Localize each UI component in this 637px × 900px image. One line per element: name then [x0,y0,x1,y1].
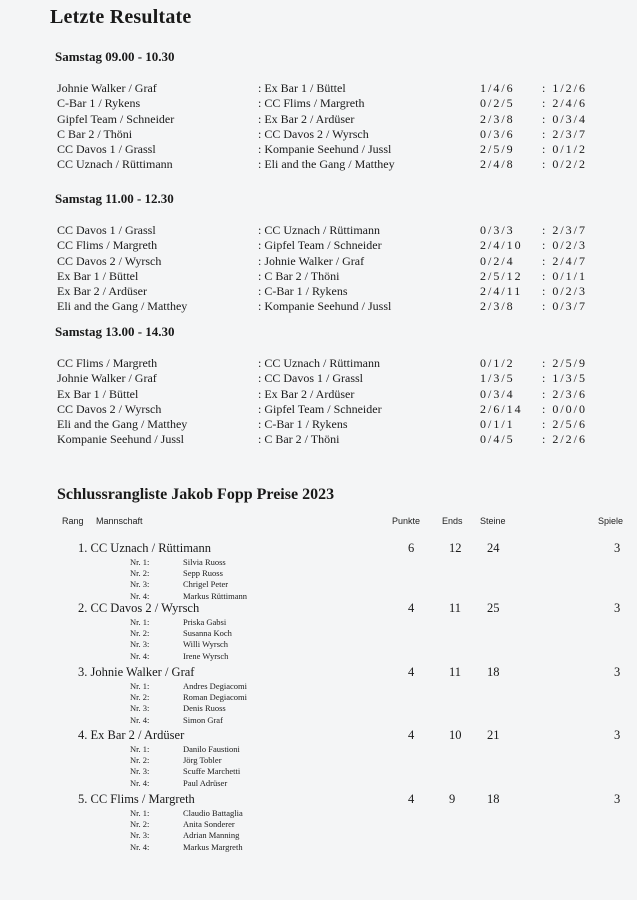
ranking-team [0,600,637,662]
member-number: Nr. 1: [130,808,150,818]
member-row [0,842,637,853]
match-row [55,269,615,284]
member-number: Nr. 1: [130,617,150,627]
score-one: 2/4/8 [480,157,515,172]
team-line [0,540,637,557]
team-two: : CC Uznach / Rüttimann [258,356,380,370]
score-one: 2/3/8 [480,111,515,126]
team-two: : Kompanie Seehund / Jussl [258,299,392,314]
team-punkte: 4 [408,665,415,679]
member-name: Susanna Koch [183,628,232,639]
member-name: Simon Graf [183,714,223,725]
score-one: 0/3/6 [480,126,515,141]
team-steine: 25 [487,601,500,615]
team-one: Eli and the Gang / Matthey [57,299,188,314]
team-steine: 21 [487,728,500,742]
team-punkte: 4 [408,601,415,615]
member-row [0,766,637,777]
match-row [55,112,615,127]
score-two: : 0/2/2 [542,157,588,172]
team-one: C Bar 2 / Thöni [57,126,133,141]
team-name: 1. CC Uznach / Rüttimann [78,541,211,555]
team-two: : Johnie Walker / Graf [258,253,365,268]
team-two: : Ex Bar 1 / Büttel [258,81,346,95]
team-one: Gipfel Team / Schneider [57,111,175,126]
score-one: 1/3/5 [480,371,515,386]
results-block [55,323,615,448]
score-two: : 2/2/6 [542,432,588,447]
score-one: 2/4/10 [480,238,523,253]
match-row [55,157,615,172]
team-two: : C Bar 2 / Thöni [258,432,340,447]
member-row [0,819,637,830]
member-number: Nr. 2: [130,755,150,766]
team-two: : CC Flims / Margreth [258,96,365,111]
team-one: CC Flims / Margreth [57,238,158,253]
team-one: Johnie Walker / Graf [57,81,157,95]
match-row [55,81,615,96]
team-spiele: 3 [614,541,621,555]
member-name: Denis Ruoss [183,703,226,714]
score-two: : 0/1/1 [542,268,588,283]
member-name: Adrian Manning [183,830,240,841]
team-spiele: 3 [614,665,621,679]
member-name: Silvia Ruoss [183,557,226,567]
member-number: Nr. 1: [130,681,150,691]
member-row [0,557,637,568]
member-name: Markus Rüttimann [183,590,247,601]
member-number: Nr. 2: [130,819,150,830]
member-row [0,715,637,726]
score-two: : 0/2/3 [542,284,588,299]
team-one: CC Uznach / Rüttimann [57,157,173,172]
member-number: Nr. 1: [130,744,150,754]
member-name: Sepp Ruoss [183,568,223,579]
member-number: Nr. 3: [130,579,150,590]
team-two: : Gipfel Team / Schneider [258,401,382,416]
ranking-team [0,727,637,789]
member-name: Roman Degiacomi [183,692,247,703]
team-name: 5. CC Flims / Margreth [78,792,195,806]
score-two: : 2/4/6 [542,96,588,111]
member-number: Nr. 3: [130,639,150,650]
team-one: CC Flims / Margreth [57,356,158,370]
member-number: Nr. 4: [130,777,150,788]
member-name: Chrigel Peter [183,579,229,590]
score-two: : 2/3/7 [542,223,588,237]
team-name: 4. Ex Bar 2 / Ardüser [78,728,185,742]
team-one: Ex Bar 1 / Büttel [57,268,139,283]
team-one: Eli and the Gang / Matthey [57,417,188,432]
member-number: Nr. 4: [130,714,150,725]
member-name: Paul Adrüser [183,777,228,788]
member-name: Andres Degiacomi [183,681,247,691]
score-two: : 0/0/0 [542,401,588,416]
team-two: : C-Bar 1 / Rykens [258,417,348,432]
member-number: Nr. 2: [130,568,150,579]
member-row [0,568,637,579]
score-one: 1/4/6 [480,81,515,95]
match-row [55,96,615,111]
score-two: : 2/5/9 [542,356,588,370]
member-row [0,579,637,590]
match-row [55,223,615,238]
score-one: 0/4/5 [480,432,515,447]
results-title: Letzte Resultate [50,6,192,28]
member-number: Nr. 4: [130,590,150,601]
team-ends: 9 [449,792,456,806]
score-one: 0/1/2 [480,356,515,370]
team-one: CC Davos 1 / Grassl [57,142,156,157]
score-one: 2/3/8 [480,299,515,314]
team-one: CC Davos 1 / Grassl [57,223,156,237]
member-number: Nr. 2: [130,628,150,639]
score-two: : 0/3/7 [542,299,588,314]
team-two: : C-Bar 1 / Rykens [258,284,348,299]
block-title: Samstag 09.00 - 10.30 [55,49,175,64]
header-ends: Ends [442,516,463,526]
team-spiele: 3 [614,728,621,742]
block-title: Samstag 11.00 - 12.30 [55,191,174,206]
score-one: 2/4/11 [480,284,523,299]
member-row [0,651,637,662]
team-name: 3. Johnie Walker / Graf [78,665,195,679]
score-one: 0/1/1 [480,417,515,432]
header-punkte: Punkte [392,516,421,526]
score-one: 0/2/4 [480,253,515,268]
member-row [0,830,637,841]
score-one: 0/3/3 [480,223,515,237]
team-steine: 18 [487,792,500,806]
team-steine: 24 [487,541,500,555]
team-one: CC Davos 2 / Wyrsch [57,253,162,268]
member-name: Jörg Tobler [183,755,222,766]
team-name: 2. CC Davos 2 / Wyrsch [78,601,200,615]
match-row [55,142,615,157]
member-name: Priska Gabsi [183,617,227,627]
score-one: 2/6/14 [480,401,523,416]
team-one: Ex Bar 1 / Büttel [57,386,139,401]
team-two: : CC Uznach / Rüttimann [258,223,380,237]
member-row [0,692,637,703]
team-one: Ex Bar 2 / Ardüser [57,284,147,299]
member-row [0,639,637,650]
match-row [55,356,615,371]
member-number: Nr. 3: [130,830,150,841]
member-row [0,628,637,639]
header-rang: Rang [62,516,84,526]
match-row [55,432,615,447]
team-ends: 10 [449,728,462,742]
ranking-title: Schlussrangliste Jakob Fopp Preise 2023 [57,486,335,503]
results-block [55,48,615,173]
team-two: : Kompanie Seehund / Jussl [258,142,392,157]
team-one: C-Bar 1 / Rykens [57,96,141,111]
match-row [55,238,615,253]
member-name: Irene Wyrsch [183,650,229,661]
team-line [0,600,637,617]
header-spiele: Spiele [598,516,624,526]
team-ends: 11 [449,665,462,679]
header-mannschaft: Mannschaft [96,516,143,526]
team-line [0,727,637,744]
member-name: Anita Sonderer [183,819,235,830]
team-punkte: 4 [408,792,415,806]
score-two: : 2/3/6 [542,386,588,401]
match-row [55,402,615,417]
team-two: : Gipfel Team / Schneider [258,238,382,253]
score-one: 2/5/9 [480,142,515,157]
team-ends: 12 [449,541,462,555]
member-name: Markus Margreth [183,841,243,852]
match-row [55,387,615,402]
member-name: Danilo Faustioni [183,744,240,754]
match-row [55,254,615,269]
member-name: Scuffe Marchetti [183,766,241,777]
member-row [0,755,637,766]
team-line [0,791,637,808]
member-row [0,744,637,755]
score-two: : 0/1/2 [542,142,588,157]
match-row [55,417,615,432]
team-two: : Ex Bar 2 / Ardüser [258,111,355,126]
match-row [55,284,615,299]
team-one: CC Davos 2 / Wyrsch [57,401,162,416]
ranking-team [0,791,637,853]
team-two: : Eli and the Gang / Matthey [258,157,395,172]
team-spiele: 3 [614,792,621,806]
member-number: Nr. 3: [130,703,150,714]
team-two: : C Bar 2 / Thöni [258,268,340,283]
member-row [0,808,637,819]
score-two: : 0/2/3 [542,238,588,253]
member-row [0,617,637,628]
team-ends: 11 [449,601,462,615]
score-two: : 1/3/5 [542,371,588,386]
team-steine: 18 [487,665,500,679]
team-two: : CC Davos 1 / Grassl [258,371,363,386]
header-steine: Steine [480,516,506,526]
score-two: : 2/5/6 [542,417,588,432]
match-row [55,127,615,142]
member-name: Willi Wyrsch [183,639,229,650]
score-one: 0/3/4 [480,386,515,401]
member-row [0,703,637,714]
team-spiele: 3 [614,601,621,615]
team-one: Johnie Walker / Graf [57,371,157,386]
block-title: Samstag 13.00 - 14.30 [55,324,175,339]
member-name: Claudio Battaglia [183,808,243,818]
member-number: Nr. 3: [130,766,150,777]
score-one: 2/5/12 [480,268,523,283]
member-number: Nr. 2: [130,692,150,703]
team-one: Kompanie Seehund / Jussl [57,432,184,447]
ranking-team [0,664,637,726]
score-two: : 2/3/7 [542,126,588,141]
team-two: : CC Davos 2 / Wyrsch [258,126,369,141]
score-one: 0/2/5 [480,96,515,111]
team-punkte: 6 [408,541,415,555]
team-punkte: 4 [408,728,415,742]
team-line [0,664,637,681]
match-row [55,299,615,314]
member-number: Nr. 1: [130,557,150,567]
member-row [0,681,637,692]
team-two: : Ex Bar 2 / Ardüser [258,386,355,401]
score-two: : 0/3/4 [542,111,588,126]
ranking-team [0,540,637,602]
member-row [0,778,637,789]
score-two: : 1/2/6 [542,81,588,95]
score-two: : 2/4/7 [542,253,588,268]
match-row [55,371,615,386]
results-block [55,190,615,315]
member-number: Nr. 4: [130,841,150,852]
member-number: Nr. 4: [130,650,150,661]
